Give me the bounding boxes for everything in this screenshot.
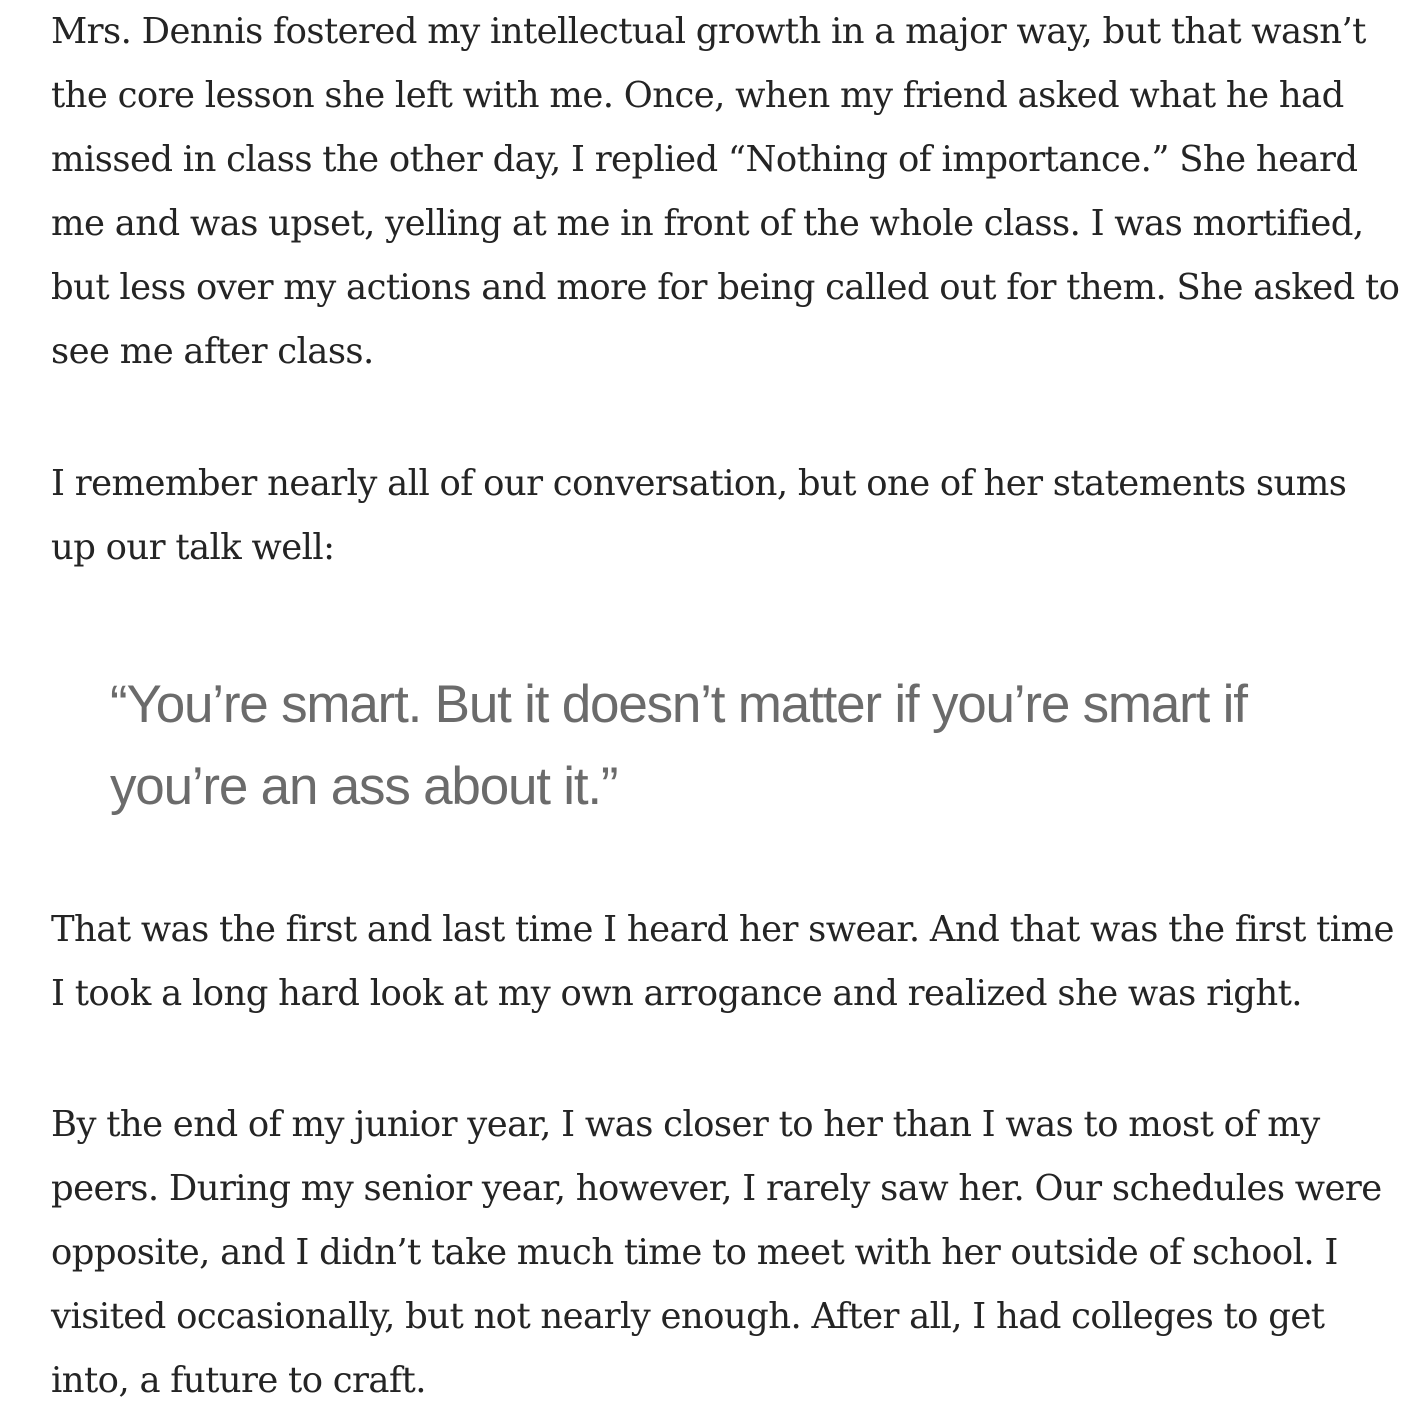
paragraph bbox=[51, 0, 1411, 384]
pull-quote bbox=[110, 664, 1400, 828]
text-line: By the end of my junior year, I was closer to her than I was to most of my bbox=[51, 1104, 1320, 1145]
text-line: That was the first and last time I heard her swear. And that was the first time bbox=[51, 909, 1394, 950]
paragraph bbox=[51, 452, 1411, 580]
quote-line: you’re an ass about it.” bbox=[110, 757, 618, 816]
quote-line: “You’re smart. But it doesn’t matter if you’re smart if bbox=[110, 675, 1247, 734]
paragraph bbox=[51, 1093, 1411, 1413]
text-line: I took a long hard look at my own arrogance and realized she was right. bbox=[51, 973, 1302, 1014]
text-line: up our talk well: bbox=[51, 527, 335, 568]
text-line: see me after class. bbox=[51, 331, 374, 372]
text-line: me and was upset, yelling at me in front of the whole class. I was mortified, bbox=[51, 203, 1364, 244]
text-line: opposite, and I didn’t take much time to meet with her outside of school. I bbox=[51, 1232, 1338, 1273]
text-line: visited occasionally, but not nearly enough. After all, I had colleges to get bbox=[51, 1296, 1325, 1337]
text-line: Mrs. Dennis fostered my intellectual growth in a major way, but that wasn’t bbox=[51, 11, 1366, 52]
text-line: into, a future to craft. bbox=[51, 1360, 426, 1401]
text-line: I remember nearly all of our conversation, but one of her statements sums bbox=[51, 463, 1347, 504]
text-line: peers. During my senior year, however, I rarely saw her. Our schedules were bbox=[51, 1168, 1382, 1209]
text-line: the core lesson she left with me. Once, when my friend asked what he had bbox=[51, 75, 1344, 116]
paragraph bbox=[51, 898, 1411, 1026]
text-line: missed in class the other day, I replied “Nothing of importance.” She heard bbox=[51, 139, 1358, 180]
text-line: but less over my actions and more for being called out for them. She asked to bbox=[51, 267, 1400, 308]
